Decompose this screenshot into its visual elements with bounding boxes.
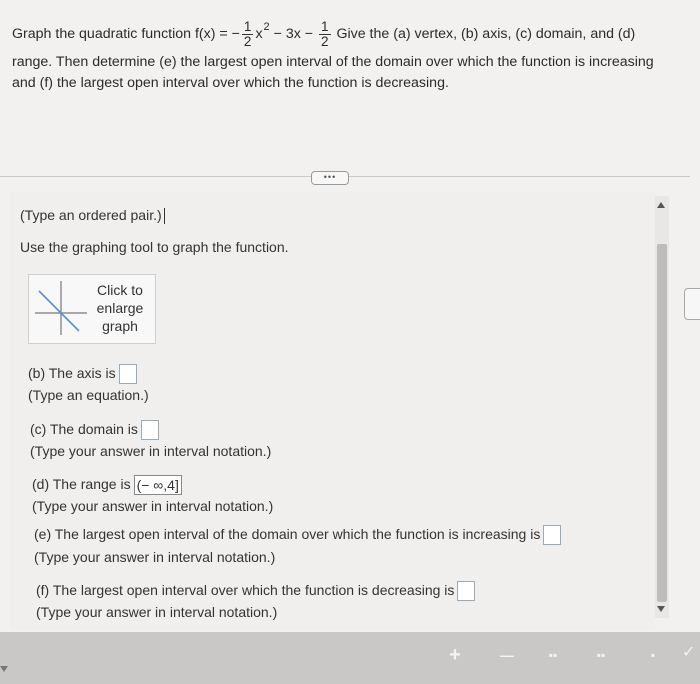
question-line-2: range. Then determine (e) the largest open interval of the domain over which the function is increasing — [12, 54, 654, 70]
scroll-thumb[interactable] — [657, 244, 667, 602]
collapse-arrow-icon[interactable] — [0, 666, 8, 672]
scroll-down-arrow-icon[interactable] — [657, 606, 665, 612]
question-text — [12, 14, 682, 94]
question-line-3: and (f) the largest open interval over which the function is decreasing. — [12, 75, 449, 91]
more-button[interactable]: ••• — [311, 171, 349, 185]
enlarge-graph-label: Click to enlarge graph — [96, 282, 144, 334]
decreasing-hint: (Type your answer in interval notation.) — [36, 604, 278, 620]
question-suffix: Give the (a) vertex, (b) axis, (c) domain, and (d) — [332, 25, 636, 42]
increasing-answer-input[interactable] — [543, 525, 561, 545]
decreasing-prompt-row: (f) The largest open interval over which the function is decreasing is — [36, 581, 475, 601]
mixed-number-tool-button[interactable]: ▪▪ — [596, 648, 606, 662]
range-prompt-row: (d) The range is (− ∞,4] — [32, 475, 182, 495]
math-toolbar — [0, 632, 700, 684]
vertex-hint: (Type an ordered pair.) — [20, 206, 165, 224]
side-panel-tab[interactable] — [684, 288, 700, 320]
minus-tool-button[interactable]: — — [500, 647, 514, 663]
graph-thumbnail-icon — [33, 279, 89, 337]
text-cursor — [164, 208, 165, 224]
scrollbar[interactable] — [655, 196, 669, 618]
domain-hint: (Type your answer in interval notation.) — [30, 443, 272, 459]
increasing-prompt-row: (e) The largest open interval of the domain over which the function is increasing is — [34, 525, 561, 545]
axis-answer-input[interactable] — [119, 364, 137, 384]
range-hint: (Type your answer in interval notation.) — [32, 498, 274, 514]
axis-prompt-row: (b) The axis is — [28, 364, 137, 384]
exponent-tool-button[interactable]: ▪ — [650, 648, 656, 662]
fraction-tool-button[interactable]: ▪▪ — [548, 648, 558, 662]
graph-instruction: Use the graphing tool to graph the function. — [20, 239, 289, 255]
decreasing-answer-input[interactable] — [457, 581, 475, 601]
fraction-one-half-constant: $\frac{1}{2}$ — [320, 18, 329, 49]
increasing-hint: (Type your answer in interval notation.) — [34, 549, 276, 565]
enlarge-graph-button[interactable] — [28, 274, 156, 344]
fraction-one-half: $\frac{1}{2}$ — [243, 18, 252, 49]
domain-prompt-row: (c) The domain is — [30, 420, 159, 440]
x-variable: x — [255, 25, 263, 42]
scroll-up-arrow-icon[interactable] — [657, 202, 665, 208]
question-mid: − 3x − — [269, 25, 317, 42]
question-prefix: Graph the quadratic function f(x) = − — [12, 25, 240, 42]
axis-hint: (Type an equation.) — [28, 387, 149, 403]
plus-tool-button[interactable]: + — [449, 644, 461, 666]
range-answer-input[interactable]: (− ∞,4] — [134, 475, 182, 495]
check-icon[interactable]: ✓ — [682, 644, 696, 661]
domain-answer-input[interactable] — [141, 420, 159, 440]
exponent: 2 — [263, 20, 270, 33]
